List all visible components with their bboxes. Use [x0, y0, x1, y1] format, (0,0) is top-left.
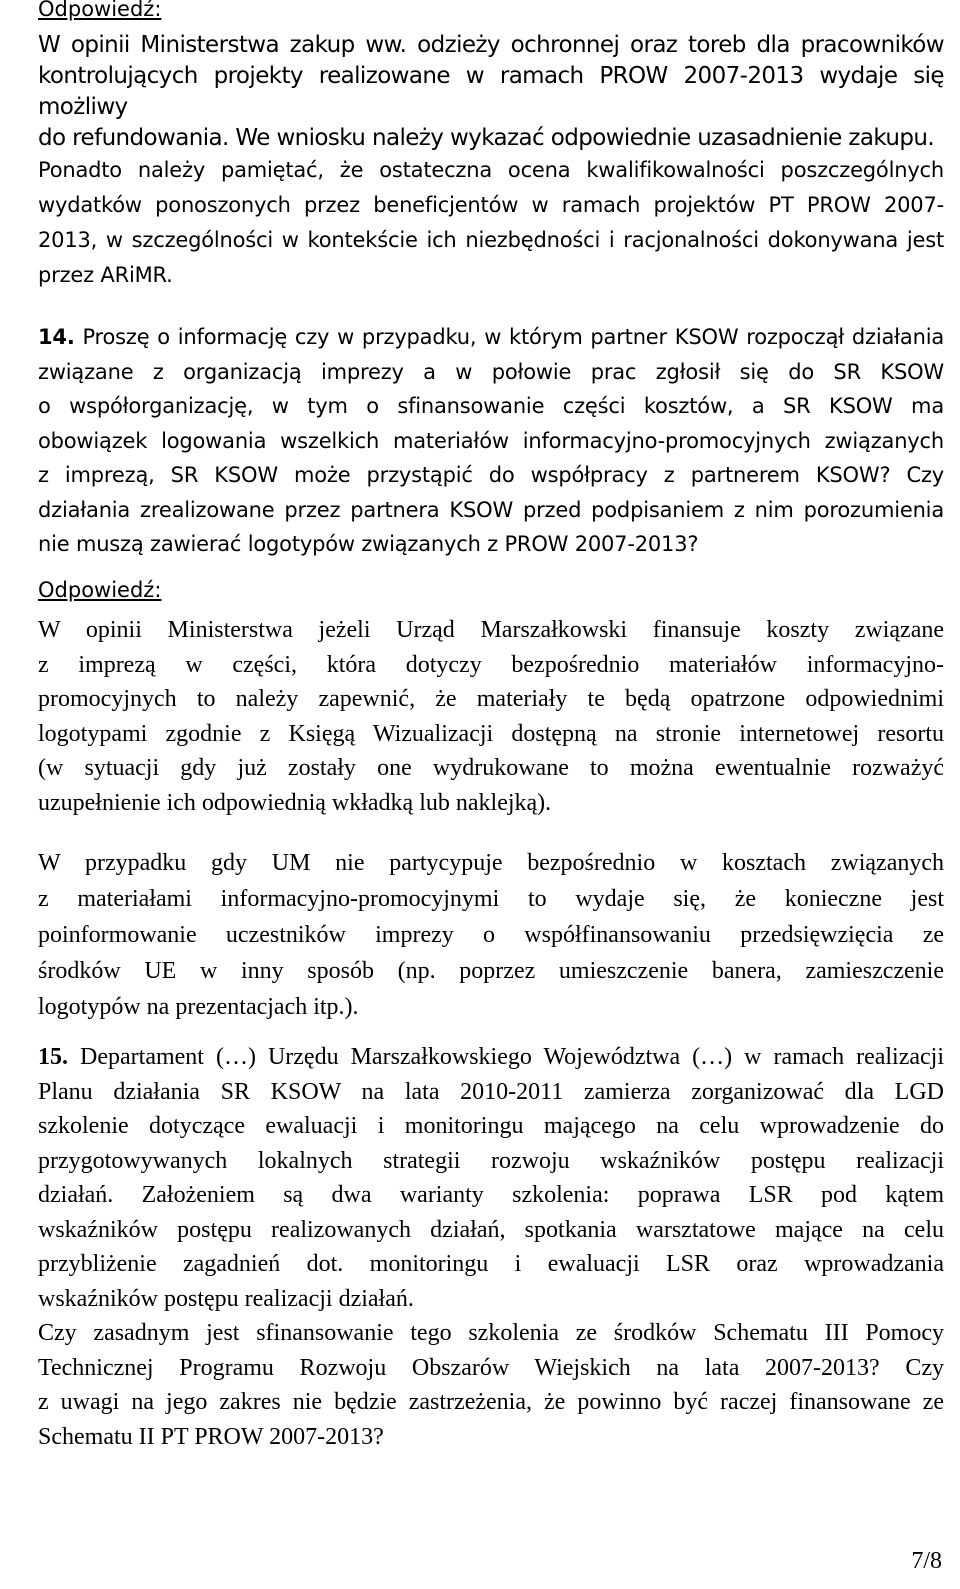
text-line: Proszę o informację czy w przypadku, w którym partner KSOW rozpoczął działania	[82, 325, 944, 349]
text-line: obowiązek logowania wszelkich materiałów informacyjno-promocyjnych związanych	[38, 428, 944, 453]
paragraph	[38, 845, 944, 1025]
text-line: Czy zasadnym jest sfinansowanie tego szkolenia ze środków Schematu III Pomocy	[38, 1320, 944, 1346]
text-line: Schematu II PT PROW 2007-2013?	[38, 1423, 384, 1450]
text-line: z imprezą, SR KSOW może przystąpić do współpracy z partnerem KSOW? Czy	[38, 463, 944, 487]
text-line: Departament (…) Urzędu Marszałkowskiego Województwa (…) w ramach realizacji	[80, 1044, 945, 1070]
answer-paragraph	[38, 30, 944, 154]
question-15	[38, 1040, 944, 1454]
text-line: działań. Założeniem są dwa warianty szkolenia: poprawa LSR pod kątem	[38, 1182, 944, 1208]
text-line: przez ARiMR.	[38, 263, 173, 287]
answer-heading: Odpowiedź:	[38, 0, 162, 21]
text-line: do refundowania. We wniosku należy wykazać odpowiednie uzasadnienie zakupu.	[38, 125, 935, 151]
text-line: z imprezą w części, która dotyczy bezpośrednio materiałów informacyjno-	[38, 651, 944, 678]
text-line: Technicznej Programu Rozwoju Obszarów Wiejskich na lata 2007-2013? Czy	[38, 1354, 944, 1381]
text-line	[38, 320, 944, 355]
page-number: 7/8	[911, 1548, 942, 1574]
text-line: logotypów na prezentacjach itp.).	[38, 994, 359, 1020]
paragraph	[38, 153, 944, 293]
text-line: W opinii Ministerstwa jeżeli Urząd Marszałkowski finansuje koszty związane	[38, 617, 944, 643]
text-line: Planu działania SR KSOW na lata 2010-2011 zamierza zorganizować dla LGD	[38, 1078, 944, 1105]
answer-heading: Odpowiedź:	[38, 578, 162, 602]
text-line: Ponadto należy pamiętać, że ostateczna ocena kwalifikowalności poszczególnych	[38, 158, 944, 182]
question-14	[38, 320, 944, 562]
question-number: 14.	[38, 325, 75, 349]
text-line: środków UE w inny sposób (np. poprzez umieszczenie banera, zamieszczenie	[38, 958, 944, 984]
text-line: uzupełnienie ich odpowiednią wkładką lub naklejką).	[38, 789, 552, 816]
text-line: logotypami zgodnie z Księgą Wizualizacji dostępną na stronie internetowej resortu	[38, 720, 944, 747]
text-line: szkolenie dotyczące ewaluacji i monitoringu mającego na celu wprowadzenie do	[38, 1113, 944, 1139]
text-line	[38, 1040, 944, 1075]
text-line: o współorganizację, w tym o sfinansowanie części kosztów, a SR KSOW ma	[38, 394, 944, 418]
text-line: wydatków ponoszonych przez beneficjentów w ramach projektów PT PROW 2007-	[38, 193, 944, 217]
text-line: 2013, w szczególności w kontekście ich niezbędności i racjonalności dokonywana jest	[38, 228, 944, 252]
text-line: działania zrealizowane przez partnera KSOW przed podpisaniem z nim porozumienia	[38, 497, 944, 522]
answer-paragraph	[38, 613, 944, 820]
text-line: nie muszą zawierać logotypów związanych z PROW 2007-2013?	[38, 532, 699, 556]
text-line: kontrolujących projekty realizowane w ramach PROW 2007-2013 wydaje się możliwy	[38, 63, 944, 120]
text-line: z materiałami informacyjno-promocyjnymi to wydaje się, że konieczne jest	[38, 886, 944, 912]
text-line: związane z organizacją imprezy a w połowie prac zgłosił się do SR KSOW	[38, 359, 944, 384]
text-line: (w sytuacji gdy już zostały one wydrukowane to można ewentualnie rozważyć	[38, 755, 944, 781]
text-line: W przypadku gdy UM nie partycypuje bezpośrednio w kosztach związanych	[38, 850, 944, 876]
text-line: wskaźników postępu realizowanych działań, spotkania warsztatowe mające na celu	[38, 1216, 944, 1243]
text-line: przybliżenie zagadnień dot. monitoringu i ewaluacji LSR oraz wprowadzania	[38, 1251, 944, 1277]
question-number: 15.	[38, 1044, 68, 1070]
text-line: W opinii Ministerstwa zakup ww. odzieży ochronnej oraz toreb dla pracowników	[38, 32, 944, 58]
text-line: poinformowanie uczestników imprezy o współfinansowaniu przedsięwzięcia ze	[38, 922, 944, 948]
text-line: wskaźników postępu realizacji działań.	[38, 1285, 414, 1312]
text-line: przygotowywanych lokalnych strategii rozwoju wskaźników postępu realizacji	[38, 1147, 944, 1174]
text-line: promocyjnych to należy zapewnić, że materiały te będą opatrzone odpowiednimi	[38, 686, 944, 712]
text-line: z uwagi na jego zakres nie będzie zastrzeżenia, że powinno być raczej finansowane ze	[38, 1389, 944, 1415]
